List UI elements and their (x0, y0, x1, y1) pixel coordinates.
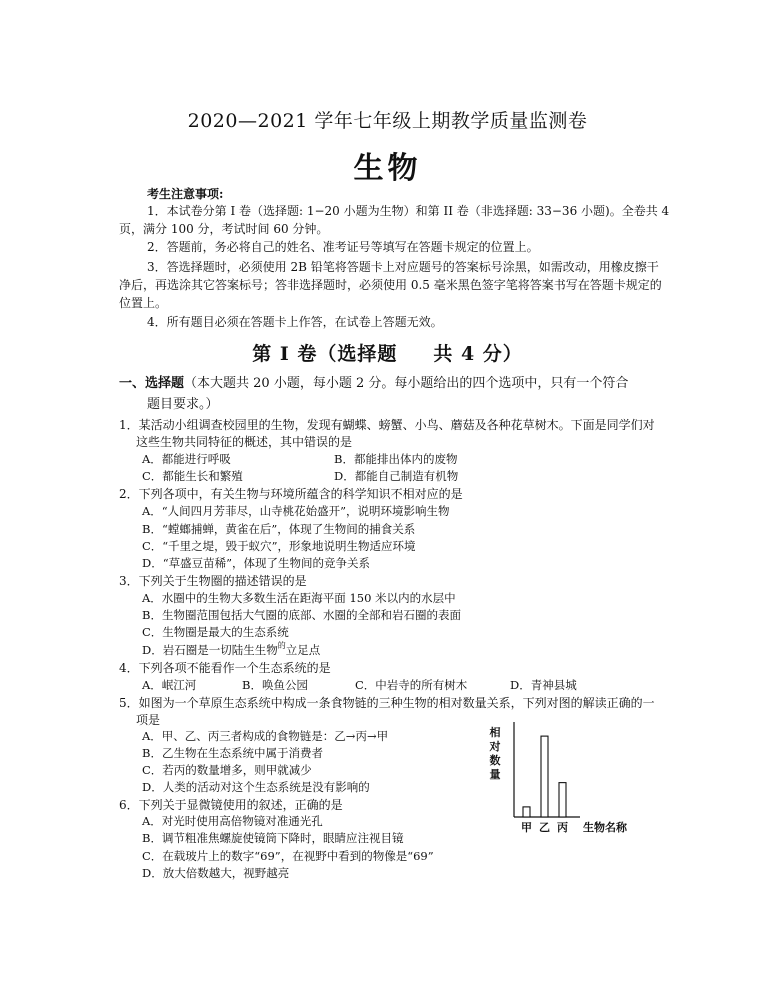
note-line: 2．答题前，务必将自己的姓名、准考证号等填写在答题卡规定的位置上。 (147, 240, 539, 254)
q3-option-c: C．生物圈是最大的生态系统 (142, 625, 289, 639)
q5-option-c: C．若丙的数量增多，则甲就减少 (142, 763, 312, 777)
q3-option-d-tail: 立足点 (285, 643, 321, 657)
exam-title: 2020—2021 学年七年级上期教学质量监测卷 (187, 110, 588, 132)
section-title-right: 共 4 分） (433, 343, 523, 365)
y-axis-label-char: 对 (489, 740, 501, 753)
subject-title: 生物 (353, 151, 422, 186)
q5-option-d: D．人类的活动对这个生态系统是没有影响的 (142, 780, 370, 794)
note-line: 1．本试卷分第 I 卷（选择题: 1−20 小题为生物）和第 II 卷（非选择题: 33−36 小题)。全卷共 4 (147, 204, 670, 218)
q3-option-d-superscript: 的 (277, 641, 286, 650)
section-intro-text: （本大题共 20 小题，每小题 2 分。每小题给出的四个选项中，只有一个符合 (184, 376, 629, 391)
question-5-line2: 项是 (136, 713, 161, 727)
section-title-left: 第 I 卷（选择题 (252, 343, 398, 365)
section-intro (119, 373, 628, 394)
note-line: 页，满分 100 分，考试时间 60 分钟。 (119, 222, 329, 236)
q1-option-a: A．都能进行呼吸 (142, 452, 231, 466)
note-line: 位置上。 (119, 296, 168, 310)
question-1-line2: 这些生物共同特征的概述，其中错误的是 (136, 435, 353, 449)
q6-option-c: C．在载玻片上的数字“69”，在视野中看到的物像是“69” (142, 849, 434, 863)
y-axis-label (489, 725, 501, 781)
q3-option-d (142, 642, 320, 660)
note-line: 4．所有题目必须在答题卡上作答，在试卷上答题无效。 (147, 315, 443, 329)
y-axis-label-char: 数 (489, 754, 501, 767)
question-4: 4．下列各项不能看作一个生态系统的是 (119, 661, 331, 675)
q2-option-b: B．“螳螂捕蝉，黄雀在后”，体现了生物间的捕食关系 (142, 522, 416, 536)
x-axis-label: 生物名称 (583, 821, 627, 834)
note-line: 净后，再选涂其它答案标号；答非选择题时，必须使用 0.5 毫米黑色签字笔将答案书写在答题卡规定的 (119, 278, 662, 292)
section-intro-line2: 题目要求。） (147, 397, 219, 412)
x-tick-label: 甲 (521, 821, 532, 834)
q5-option-a: A．甲、乙、丙三者构成的食物链是：乙→丙→甲 (142, 729, 389, 743)
bar-丙 (559, 783, 566, 817)
q6-option-a: A．对光时使用高倍物镜对准通光孔 (142, 814, 323, 828)
q4-option-b: B．唤鱼公园 (242, 678, 308, 692)
q1-option-b: B．都能排出体内的废物 (334, 452, 458, 466)
bars-group (523, 736, 566, 817)
question-5-line1: 5．如图为一个草原生态系统中构成一条食物链的三种生物的相对数量关系，下列对图的解读正确的一 (119, 696, 655, 710)
question-6: 6．下列关于显微镜使用的叙述，正确的是 (119, 798, 343, 812)
section-intro-label: 一、选择题 (119, 376, 185, 391)
q1-option-c: C．都能生长和繁殖 (142, 469, 243, 483)
section-title (0, 339, 775, 366)
y-axis-label-char: 量 (489, 768, 501, 781)
question-1-line1: 1．某活动小组调查校园里的生物，发现有蝴蝶、螃蟹、小鸟、蘑菇及各种花草树木。下面是同学们对 (119, 418, 655, 432)
q2-option-d: D．“草盛豆苗稀”，体现了生物间的竞争关系 (142, 556, 370, 570)
x-tick-labels (521, 820, 568, 834)
x-tick-label: 乙 (539, 821, 550, 834)
question-3: 3．下列关于生物圈的描述错误的是 (119, 574, 307, 588)
question-2: 2．下列各项中，有关生物与环境所蕴含的科学知识不相对应的是 (119, 487, 463, 501)
q4-option-c: C．中岩寺的所有树木 (355, 678, 468, 692)
q3-option-a: A．水圈中的生物大多数生活在距海平面 150 米以内的水层中 (142, 591, 456, 605)
notes-heading: 考生注意事项: (147, 187, 224, 201)
bar-chart-svg (488, 720, 638, 840)
q6-option-b: B．调节粗准焦螺旋使镜筒下降时，眼睛应注视目镜 (142, 831, 404, 845)
q2-option-c: C．“千里之堤，毁于蚁穴”，形象地说明生物适应环境 (142, 539, 416, 553)
y-axis-label-char: 相 (489, 726, 501, 739)
q2-option-a: A．“人间四月芳菲尽，山寺桃花始盛开”，说明环境影响生物 (142, 504, 450, 518)
q3-option-d-text: D．岩石圈是一切陆生生物 (142, 643, 278, 657)
food-chain-bar-chart (488, 720, 638, 840)
q4-option-a: A．岷江河 (142, 678, 197, 692)
x-tick-label: 丙 (557, 821, 568, 834)
q6-option-d: D．放大倍数越大，视野越亮 (142, 866, 290, 880)
q3-option-b: B．生物圈范围包括大气圈的底部、水圈的全部和岩石圈的表面 (142, 608, 461, 622)
q5-option-b: B．乙生物在生态系统中属于消费者 (142, 746, 323, 760)
bar-甲 (523, 807, 530, 817)
bar-乙 (541, 736, 548, 817)
q1-option-d: D．都能自己制造有机物 (334, 469, 459, 483)
note-line: 3．答选择题时，必须使用 2B 铅笔将答题卡上对应题号的答案标号涂黑，如需改动，用橡皮擦干 (147, 260, 659, 274)
q4-option-d: D．青神县城 (510, 678, 577, 692)
